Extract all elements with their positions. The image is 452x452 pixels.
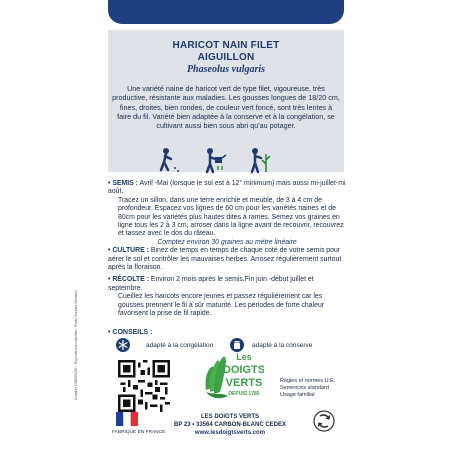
bullet-icon: • — [108, 276, 113, 284]
recolte-section — [108, 276, 346, 318]
culture-section — [108, 247, 346, 272]
culture-label: CULTURE : — [112, 247, 149, 255]
logo-doigts: DOIGTS — [222, 364, 264, 376]
snowflake-icon — [116, 338, 130, 352]
conseils-label: CONSEILS : — [112, 329, 153, 336]
semis-note: Comptez environ 30 graines au mètre linéaire — [157, 238, 297, 246]
legal-line-1: Règles et normes U.E. — [280, 378, 336, 384]
recolte-period: Environ 2 mois après le semis.Fin juin -début juillet et septembre. — [108, 276, 314, 292]
harvesting-person-icon — [246, 146, 274, 174]
company-footer — [160, 413, 300, 437]
sowing-steps-icons — [150, 146, 310, 176]
logo-les: Les — [236, 352, 252, 362]
bullet-icon: • — [108, 329, 113, 336]
logo-depuis: DEPUIS 1785 — [228, 391, 260, 397]
recolte-label: RÉCOLTE : — [112, 276, 149, 284]
sowing-person-icon — [154, 146, 182, 174]
product-title-line2: AIGUILLON — [197, 52, 255, 63]
culture-text: Binez de temps en temps de chaque coté de votre semis pour aérer le sol et contrôler les mauvaises herbes. Arrosez régulièrement surtout après la floraison. — [108, 247, 342, 272]
recolte-text: Cueillez les haricots encore jeunes et passez régulièrement car les gousses prennent le fil à sûr maturité. Les périodes de forte chaleur favorisent la prise de fil rapide. — [118, 293, 325, 318]
company-name: LES DOIGTS VERTS — [200, 414, 259, 420]
company-url-link[interactable]: www.lesdoigtsverts.com — [194, 430, 266, 436]
navy-header-band — [108, 0, 344, 24]
instructions — [108, 180, 346, 319]
latin-name: Phaseolus vulgaris — [186, 64, 266, 75]
les-doigts-verts-logo — [200, 348, 264, 404]
company-address: BP 23 • 33564 CARBON-BLANC CEDEX — [173, 422, 287, 428]
watering-can-icon — [200, 146, 228, 174]
recycle-icon — [313, 410, 335, 432]
semis-section — [108, 180, 346, 247]
french-flag-icon — [116, 412, 138, 426]
semis-label: SEMIS : — [112, 180, 138, 187]
conseils-heading — [108, 329, 346, 336]
qr-code-icon[interactable] — [118, 360, 170, 412]
top-band — [0, 0, 452, 30]
legal-line-3: Usage familial — [280, 392, 315, 398]
made-in-france: FABRIQUÉ EN FRANCE — [112, 430, 166, 435]
semis-text: Tracez un sillon, dans une terre enrichie et meuble, de 3 à 4 cm de profondeur. Espacez vos lignes de 60 cm pour les variétés naines et de 80cm pour les variétés plus hautes dites à rames. Semez vos graines en ligne tous les 2 à 3 cm, arroser dans la ligne avant de recouvrir, recouvrez et tassez avec le dos du râteau. — [118, 196, 344, 238]
conseil-conserve: adapté à la conserve — [252, 342, 313, 349]
conseil-congelation: adapté à la congélation — [146, 342, 214, 349]
legal-info — [280, 378, 350, 399]
product-description: Une variété naine de haricot vert de type filet, vigoureuse, très productive, résistante aux maladies. Les gousses longues de 18/20 cm, fines, droites, bien rondes, de couleur vert foncé, sont très lentes à faire du fil. Variété bien adaptée à la conserve et à la congélation, se cultivant aussi bien sous abri qu'au potager. — [112, 84, 340, 131]
bullet-icon: • — [108, 247, 113, 255]
bullet-icon: • — [108, 180, 113, 187]
semis-period: Avril -Mai (lorsque le sol est à 12° minimum) mais aussi mi-juillet-mi août. — [108, 180, 346, 196]
legal-line-2: Semences standard — [280, 385, 329, 391]
product-title-line1: HARICOT NAIN FILET — [172, 40, 280, 51]
side-credit: Création DIDIERLEE - Reproduction interdite - Photo Sarthes Géinerel — [74, 290, 78, 400]
logo-verts: VERTS — [225, 377, 263, 389]
